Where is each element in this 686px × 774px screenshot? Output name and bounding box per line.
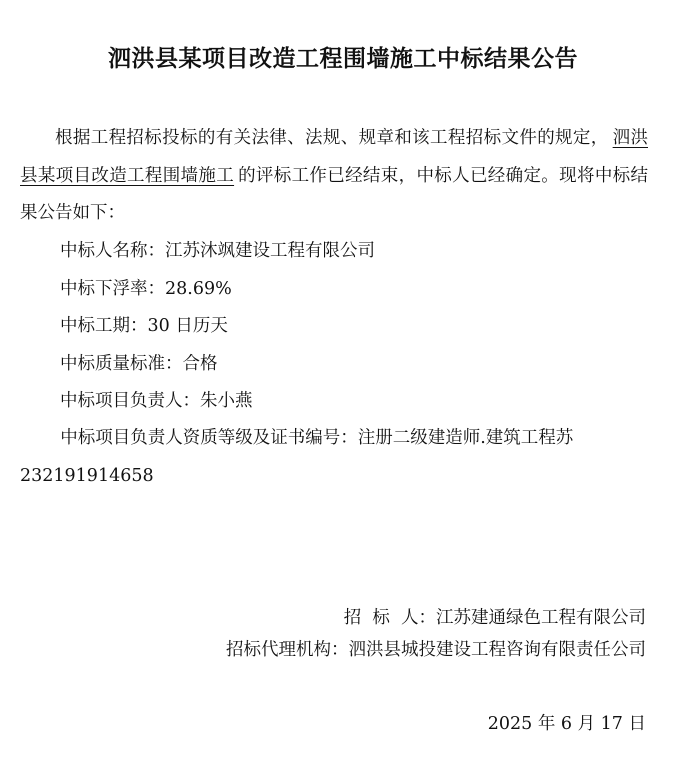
notice-date: 2025 年 6 月 17 日 xyxy=(487,714,646,734)
project-name: 泗洪县某项目改造工程围墙施工 xyxy=(20,128,648,186)
quality-line: 中标质量标准：合格 xyxy=(60,354,218,374)
intro-paragraph xyxy=(20,120,648,233)
intro-text-before: 根据工程招标投标的有关法律、法规、规章和该工程招标文件的规定， xyxy=(55,128,609,148)
manager-line: 中标项目负责人：朱小燕 xyxy=(60,391,253,411)
tenderer-line: 招 标 人：江苏建通绿色工程有限公司 xyxy=(343,608,646,628)
duration-line: 中标工期：30 日历天 xyxy=(60,316,228,336)
intro-text-after: 的评标工作已经结束，中标人已经确定。现将中标结果公告如下： xyxy=(20,165,649,223)
agency-line: 招标代理机构：泗洪县城投建设工程咨询有限责任公司 xyxy=(226,640,646,660)
winner-line: 中标人名称：江苏沐飒建设工程有限公司 xyxy=(60,241,375,261)
qualification-paragraph: 中标项目负责人资质等级及证书编号：注册二级建造师.建筑工程苏 232191914658 xyxy=(20,428,574,486)
page-title: 泗洪县某项目改造工程围墙施工中标结果公告 xyxy=(108,46,578,72)
float-rate-line: 中标下浮率：28.69% xyxy=(60,279,232,299)
